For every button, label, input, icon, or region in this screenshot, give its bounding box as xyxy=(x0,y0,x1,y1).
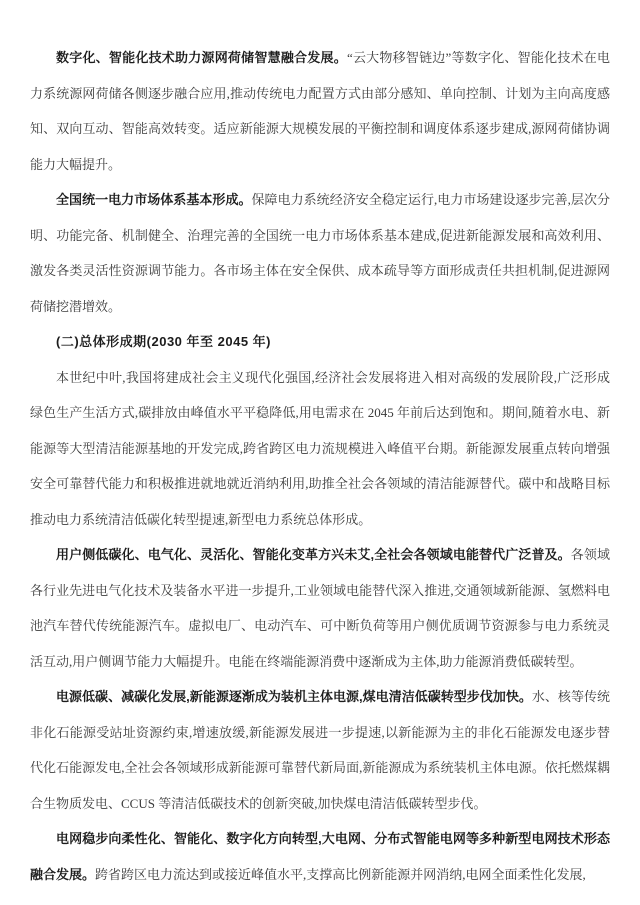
paragraph-digitalization xyxy=(30,40,610,182)
paragraph-unified-power-market-lead: 全国统一电力市场体系基本形成。 xyxy=(56,192,252,207)
paragraph-user-side-transformation xyxy=(30,537,610,679)
paragraph-digitalization-body: “云大物移智链边”等数字化、智能化技术在电力系统源网荷储各侧逐步融合应用,推动传统电力配置方式由部分感知、单向控制、计划为主向高度感知、双向互动、智能高效转变。适应新能源大规模发展的平衡控制和调度体系逐步建成,源网荷储协调能力大幅提升。 xyxy=(30,50,610,172)
paragraph-unified-power-market xyxy=(30,182,610,324)
paragraph-power-supply-low-carbon-body: 水、核等传统非化石能源受站址资源约束,增速放缓,新能源发展进一步提速,以新能源为主的非化石能源发电逐步替代化石能源发电,全社会各领域形成新能源可靠替代新局面,新能源成为系统装机主体电源。依托燃煤耦合生物质发电、CCUS 等清洁低碳技术的创新突破,加快煤电清洁低碳转型步伐。 xyxy=(30,689,610,811)
paragraph-grid-transformation-lead: 电网稳步向柔性化、智能化、数字化方向转型,大电网、分布式智能电网等多种新型电网技术形态融合发展。 xyxy=(30,831,610,882)
paragraph-grid-transformation xyxy=(30,821,610,892)
paragraph-user-side-transformation-body: 各领域各行业先进电气化技术及装备水平进一步提升,工业领域电能替代深入推进,交通领域新能源、氢燃料电池汽车替代传统能源汽车。虚拟电厂、电动汽车、可中断负荷等用户侧优质调节资源参与电力系统灵活互动,用户侧调节能力大幅提升。电能在终端能源消费中逐渐成为主体,助力能源消费低碳转型。 xyxy=(30,547,610,669)
paragraph-unified-power-market-body: 保障电力系统经济安全稳定运行,电力市场建设逐步完善,层次分明、功能完备、机制健全、治理完善的全国统一电力市场体系基本建成,促进新能源发展和高效利用、激发各类灵活性资源调节能力。各市场主体在安全保供、成本疏导等方面形成责任共担机制,促进源网荷储挖潜增效。 xyxy=(30,192,610,314)
paragraph-user-side-transformation-lead: 用户侧低碳化、电气化、灵活化、智能化变革方兴未艾,全社会各领域电能替代广泛普及。 xyxy=(56,547,571,562)
paragraph-grid-transformation-body: 跨省跨区电力流达到或接近峰值水平,支撑高比例新能源并网消纳,电网全面柔性化发展, xyxy=(95,866,586,882)
paragraph-mid-century-outlook-body: 本世纪中叶,我国将建成社会主义现代化强国,经济社会发展将进入相对高级的发展阶段,广泛形成绿色生产生活方式,碳排放由峰值水平平稳降低,用电需求在 2045 年前后达到饱和。期间,随着水电、新能源等大型清洁能源基地的开发完成,跨省跨区电力流规模进入峰值平台期。新能源发展重点转向增强安全可靠替代能力和积极推进就地就近消纳利用,助推全社会各领域的清洁能源替代。碳中和战略目标推动电力系统清洁低碳化转型提速,新型电力系统总体形成。 xyxy=(30,369,610,527)
paragraph-power-supply-low-carbon xyxy=(30,679,610,821)
section-heading-overall-formation-period xyxy=(30,324,610,360)
paragraph-digitalization-lead: 数字化、智能化技术助力源网荷储智慧融合发展。 xyxy=(56,50,347,65)
section-heading-text: (二)总体形成期(2030 年至 2045 年) xyxy=(56,334,271,349)
paragraph-mid-century-outlook xyxy=(30,360,610,538)
paragraph-power-supply-low-carbon-lead: 电源低碳、减碳化发展,新能源逐渐成为装机主体电源,煤电清洁低碳转型步伐加快。 xyxy=(56,689,532,704)
